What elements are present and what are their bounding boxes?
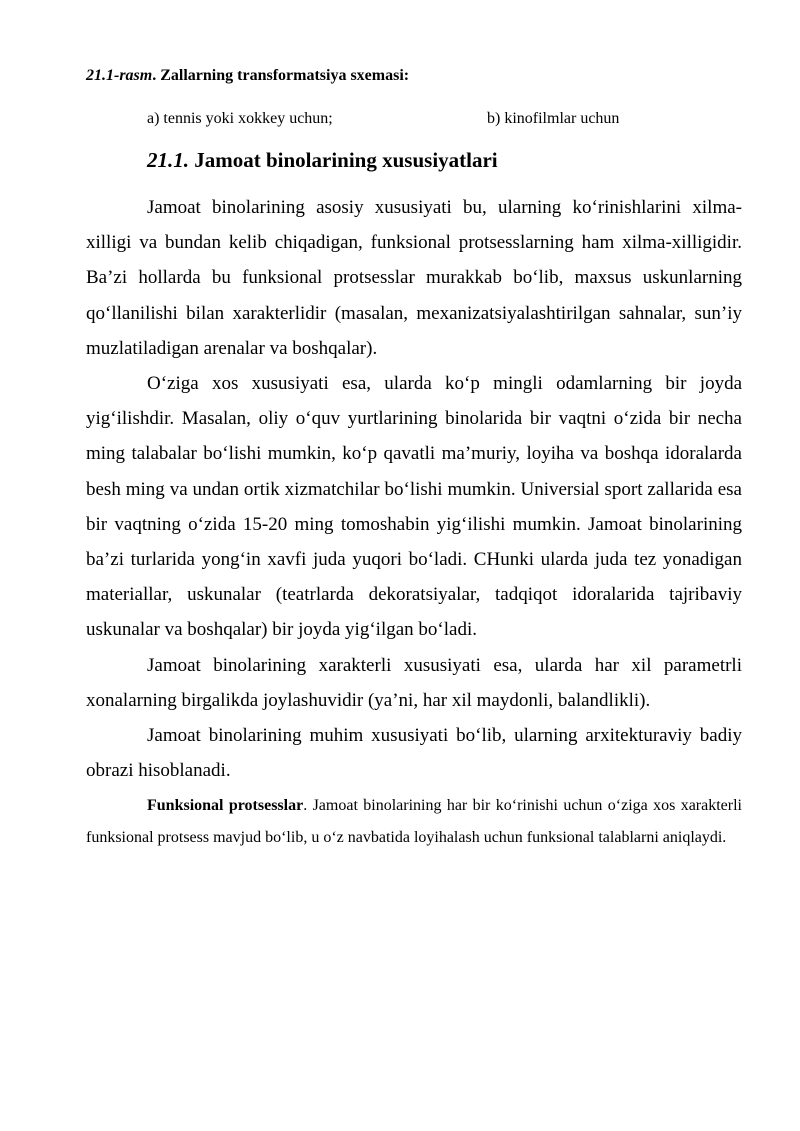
- figure-caption-text: . Zallarning transformatsiya sxemasi:: [152, 67, 410, 84]
- body-text: [86, 190, 742, 854]
- paragraph-3: Jamoat binolarining xarakterli xususiyati esa, ularda har xil parametrli xonalarning birgalikda joylashuvidir (ya’ni, har xil maydonli, balandlikli).: [86, 654, 742, 711]
- paragraph-4: Jamoat binolarining muhim xususiyati bo‘lib, ularning arxitekturaviy badiy obrazi hisoblanadi.: [86, 725, 742, 782]
- subcaption-a: a) tennis yoki xokkey uchun;: [147, 110, 333, 127]
- figure-caption: [86, 66, 409, 86]
- paragraph-functional-text: . Jamoat binolarining har bir ko‘rinishi uchun o‘ziga xos xarakterli funksional protsess mavjud bo‘lib, u o‘z navbatida loyihalash uchun funksional talablarni aniqlaydi.: [86, 797, 742, 847]
- paragraph-1: Jamoat binolarining asosiy xususiyati bu, ularning ko‘rinishlarini xilma-xilligi va bundan kelib chiqadigan, funksional protsesslarning ham xilma-xilligidir. Ba’zi hollarda bu funksional protsesslar murakkab bo‘lib, maxsus uskunlarning qo‘llanilishi bilan xarakterlidir (masalan, mexanizatsiyalashtirilgan sahnalar, sun’iy muzlatiladigan arenalar va boshqalar).: [86, 197, 742, 359]
- paragraph-functional-processes: [86, 790, 742, 854]
- section-title-text: Jamoat binolarining xususiyatlari: [189, 148, 498, 172]
- figure-label: 21.1-rasm: [86, 67, 153, 84]
- section-number: 21.1.: [147, 148, 189, 172]
- paragraph-2: O‘ziga xos xususiyati esa, ularda ko‘p mingli odamlarning bir joyda yig‘ilishdir. Masalan, oliy o‘quv yurtlarining binolarida bir vaqtni o‘zida bir necha ming talabalar bo‘lishi mumkin, ko‘p qavatli ma’muriy, loyiha va boshqa idoralarda besh ming va undan ortik xizmatchilar bo‘lishi mumkin. Universial sport zallarida esa bir vaqtning o‘zida 15-20 ming tomoshabin yig‘ilishi mumkin. Jamoat binolarining ba’zi turlarida yong‘in xavfi juda yuqori bo‘ladi. CHunki ularda juda tez yonadigan materiallar, uskunalar (teatrlarda dekoratsiyalar, tadqiqot idoralarida tajribaviy uskunalar va boshqalar) bir joyda yig‘ilgan bo‘ladi.: [86, 373, 742, 641]
- subcaption-b: b) kinofilmlar uchun: [487, 110, 620, 127]
- paragraph-lead-term: Funksional protsesslar: [147, 797, 304, 815]
- section-heading: [147, 147, 498, 173]
